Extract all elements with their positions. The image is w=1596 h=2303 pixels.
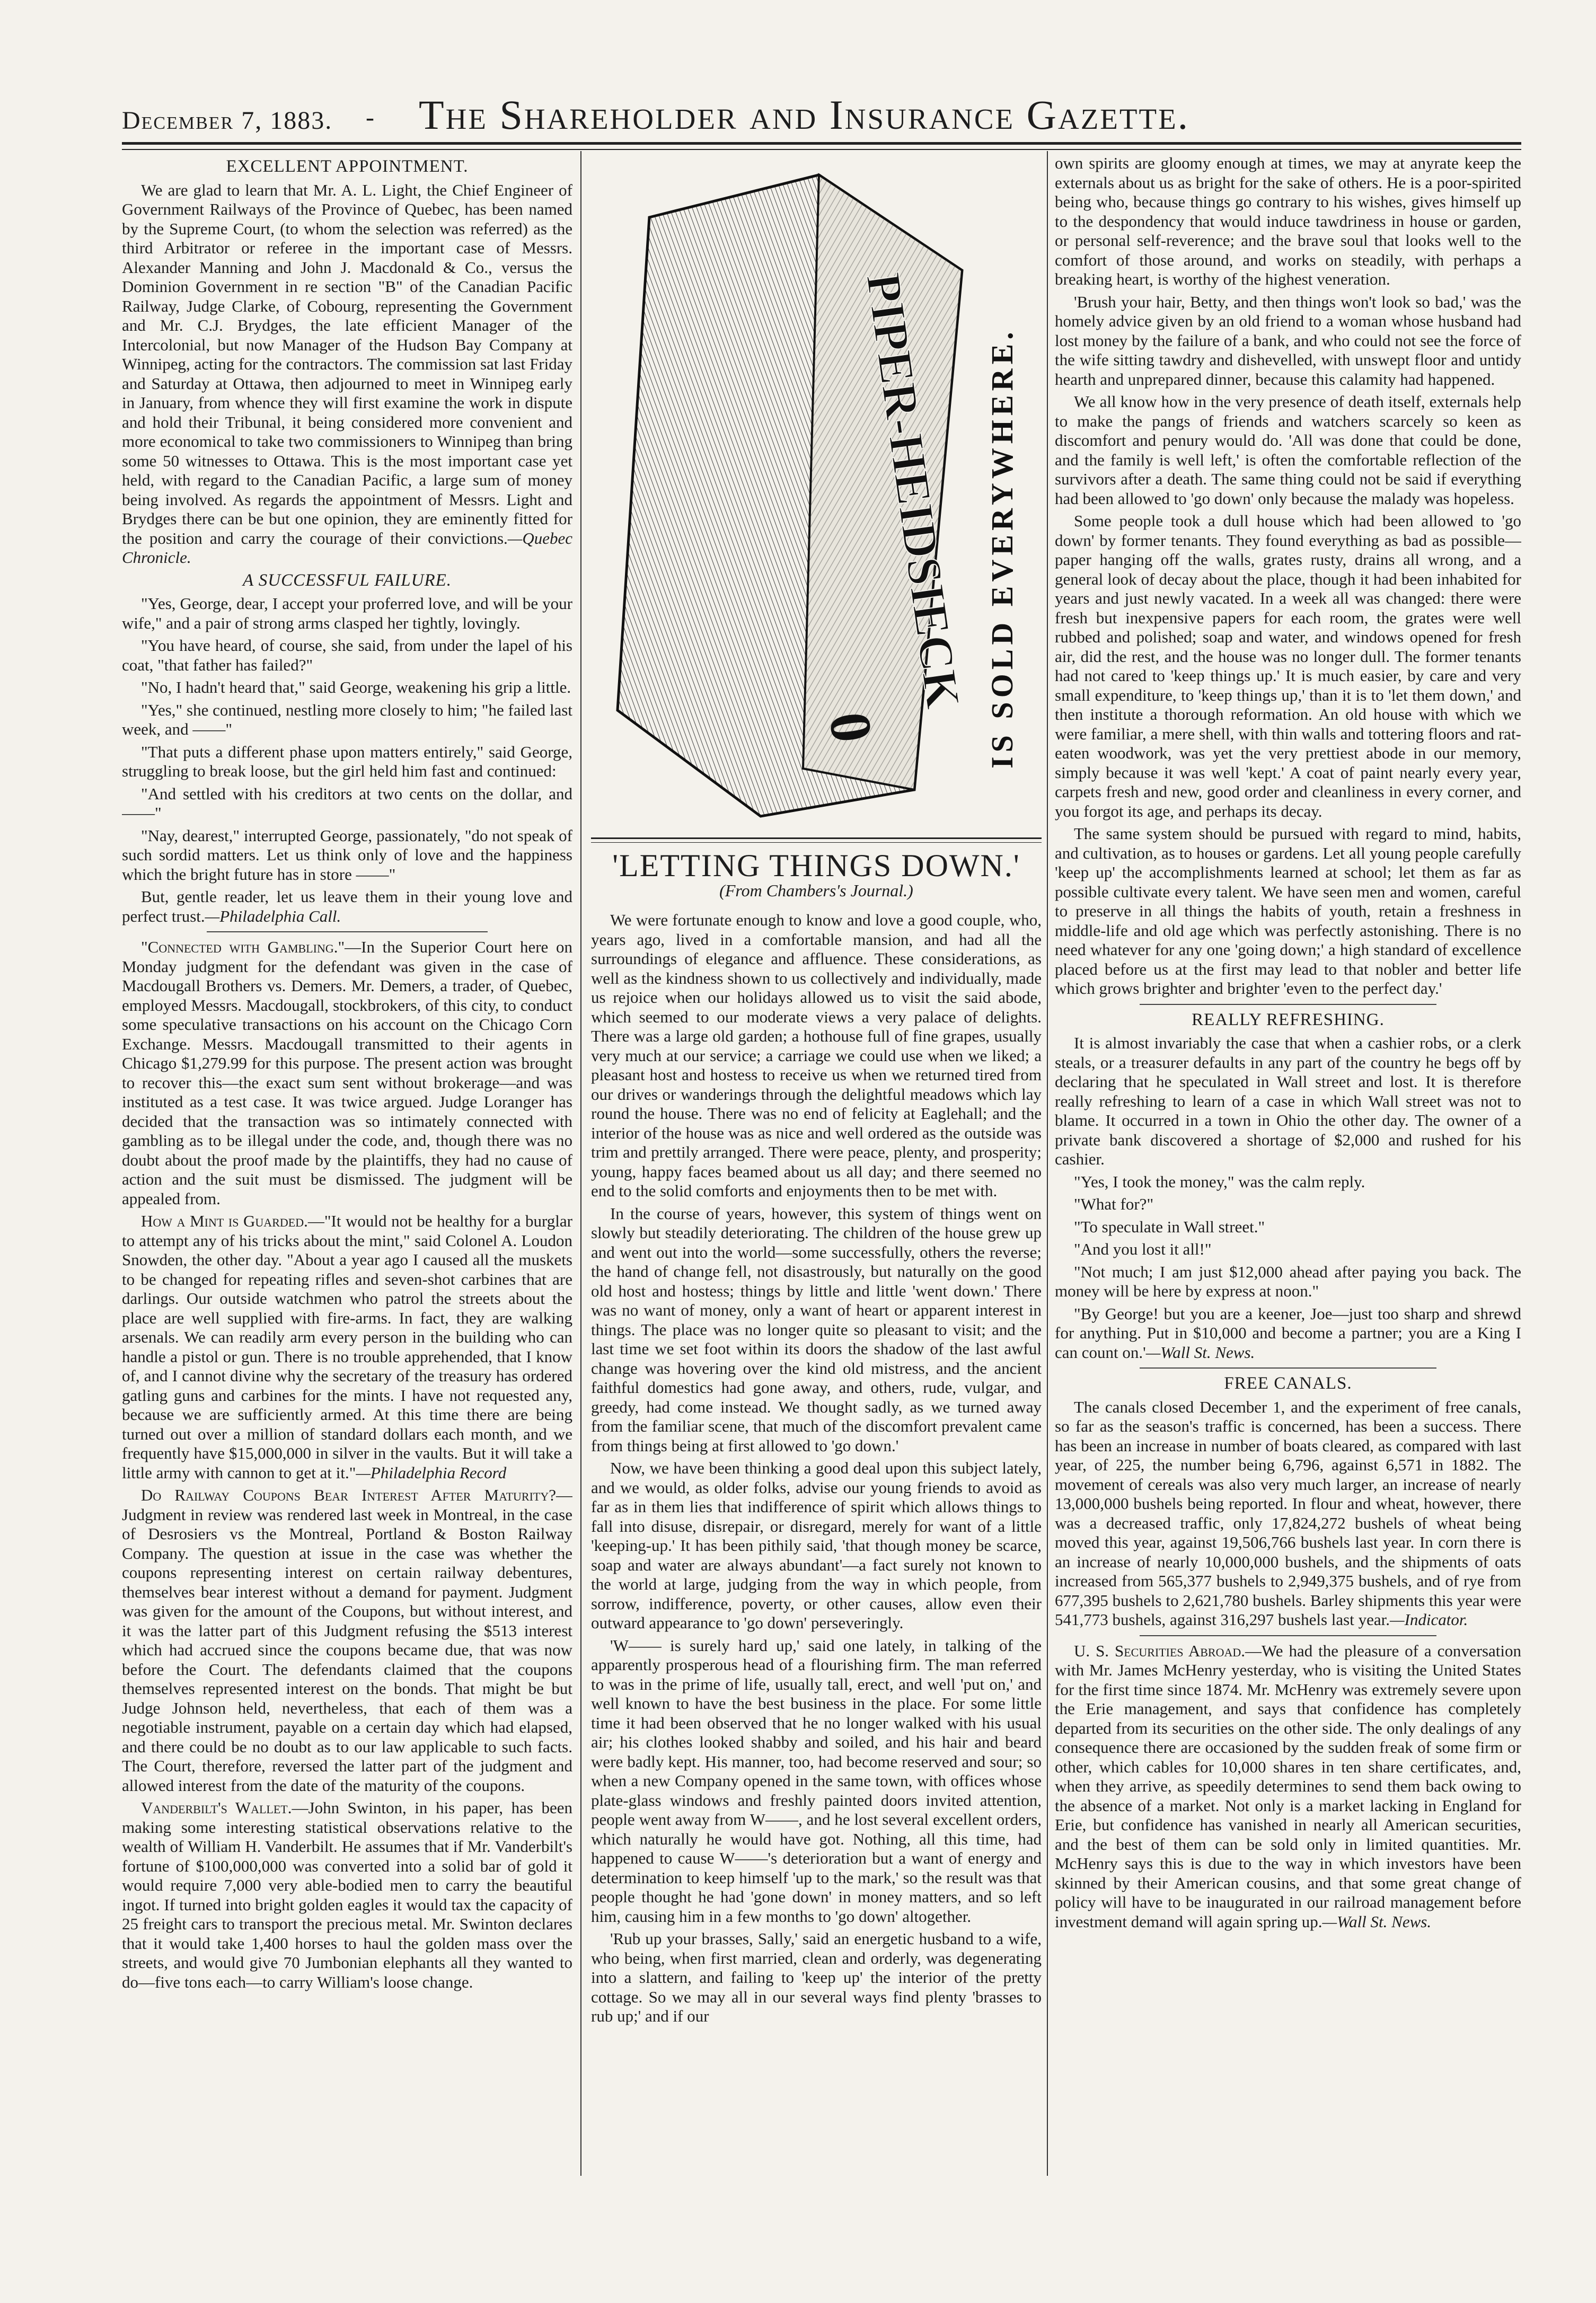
article-heading: A SUCCESSFUL FAILURE. bbox=[242, 570, 452, 590]
paragraph-text: —"It would not be healthy for a burglar to attempt any of his tricks about the mint," said Colonel A. Loudon Snowden, the other day. "About a year ago I caused all the muskets to be changed for repeating rifles and seven-shot carbines that are darlings. Our outside watchmen who patrol the streets about the place are well supplied with fire-arms. In fact, they are walking arsenals. We can readily arm every person in the building who can handle a pistol or gun. There is no trouble apprehended, that I know of, and I cannot divine why the secretary of the treasury has ordered gatling guns and carbines for the mints. I have not requested any, because we are sufficiently armed. At this time there are being turned out over a million of standard dollars each month, and we frequently have $15,000,000 in silver in the vaults. But it will take a little army with cannon to get at it." bbox=[122, 1212, 572, 1482]
article-paragraph: "Yes, George, dear, I accept your proferred love, and will be your wife," and a pair of strong arms clasped her tightly, lovingly. bbox=[122, 594, 572, 632]
article-paragraph bbox=[1055, 1642, 1521, 1932]
article-paragraph: "Nay, dearest," interrupted George, passionately, "do not speak of such sordid matters. Let us think only of love and the happiness which the bright future has in store ——" bbox=[122, 826, 572, 884]
paragraph-text: We are glad to learn that Mr. A. L. Light, the Chief Engineer of Government Railways of the Province of Quebec, has been named by the Supreme Court, (to whom the selection was referred) as the third Arbitrator or referee in the important case of Messrs. Alexander Manning and John J. Macdonald & Co., versus the Dominion Government in re section "B" of the Canadian Pacific Railway, Judge Clarke, of Cobourg, representing the Government and Mr. C.J. Brydges, the late efficient Manager of the Intercolonial, but now Manager of the Hudson Bay Company at Winnipeg, acting for the contractors. The commission sat last Friday and Saturday at Ottawa, then adjourned to meet in Winnipeg early in January, from whence they will first examine the work in dispute and hold their Tribunal, it being considered more convenient and more economical to take two commissioners to Winnipeg than bring some 50 witnesses to Ottawa. This is the most important case yet held, with regard to the Canadian Pacific, a large sum of money being involved. As regards the appointment of Messrs. Light and Brydges there can be but one opinion, they are eminently fitted for the position and carry the courage of their convictions. bbox=[122, 180, 572, 548]
column-left bbox=[122, 154, 572, 2173]
article-paragraph bbox=[122, 938, 572, 1208]
column-divider bbox=[1047, 151, 1048, 2176]
issue-date: December 7, 1883. bbox=[122, 107, 333, 135]
column-right bbox=[1055, 154, 1521, 2173]
advert-rule bbox=[591, 837, 1042, 843]
article-paragraph: The same system should be pursued with regard to mind, habits, and cultivation, as to houses or gardens. Let all young people carefully 'keep up' the accomplishments learned at school; let them as far as possible cultivate every talent. We have seen men and women, careful to preserve in all things the habits of youth, retain a freshness in middle-life and old age which was perfectly astonishing. There is no need whatever for any one 'going down;' a high standard of excellence placed before us at the first may lead to that nobler and better life which grows brighter and brighter 'even to the perfect day.' bbox=[1055, 824, 1521, 998]
paragraph-text: —We had the pleasure of a conversation with Mr. James McHenry yesterday, who is visiting the United States for the first time since 1874. Mr. McHenry was extremely severe upon the Erie management, and says that confidence has completely departed from its securities on the other side. The only dealings of any consequence there are occasioned by the sudden freak of some firm or other, which cables for 10,000 shares in ten share certificates, and, when they arrive, as speedily determines to send them back owing to the absence of a market. Not only is a market lacking in England for Erie, but confidence has vanished in nearly all American securities, and the best of them can be sold only in limited quantities. Mr. McHenry says this is due to the way in which investors have been skinned by their American cousins, and that some great change of policy will have to be inaugurated in our railroad management before investment demand will again spring up. bbox=[1055, 1641, 1521, 1931]
source-credit: —Quebec Chronicle. bbox=[122, 528, 572, 567]
article-paragraph bbox=[122, 887, 572, 926]
paragraph-text: But, gentle reader, let us leave them in their young love and perfect trust. bbox=[122, 887, 572, 925]
paragraph-text: The canals closed December 1, and the experiment of free canals, so far as the season's traffic is concerned, has been a success. There has been an increase in number of boats cleared, as compared with last year, of 225, the number being 6,796, against 6,571 in 1882. The movement of cereals was also very much larger, an increase of nearly 13,000,000 bushels being reported. In flour and wheat, however, there was a decreased traffic, only 17,824,272 bushels of wheat being moved this year, against 19,506,766 bushels last year. In corn there is an increase of nearly 10,000,000 bushels, and the shipments of oats increased from 565,377 bushels to 2,949,375 bushels, and of rye from 677,395 bushels to 2,621,780 bushels. Barley shipments this year were 541,773 bushels, against 316,297 bushels last year. bbox=[1055, 1397, 1521, 1629]
article-paragraph: In the course of years, however, this system of things went on slowly but steadily deteriorating. The children of the house grew up and went out into the world—some successfully, others the reverse; the hand of change fell, not disastrously, but naturally on the good old host and hostess; things by little and little 'went down.' There was no want of money, only a want of heart or apparent interest in things. The place was no longer quite so pleasant to visit; and the last time we set foot within its doors the shadow of the last awful change was hovering over the kind old mistress, and the ancient faithful domestics had gone away, and others, rude, vulgar, and greedy, had come instead. We thought sadly, as we turned away from the familiar scene, that much of the discomfort prevalent came from things being at first allowed to 'go down.' bbox=[591, 1204, 1042, 1455]
article-paragraph bbox=[122, 1212, 572, 1483]
source-credit: —Philadelphia Record bbox=[356, 1463, 507, 1482]
article-paragraph: own spirits are gloomy enough at times, we may at anyrate keep the externals about us as bright for the sake of others. He is a poor-spirited being who, because things go contrary to his wishes, gives himself up to the despondency that would induce tawdriness in house or garden, or personal self-reverence; and the brave soul that looks well to the comfort of those around, and works on steadily, with perhaps a breaking heart, is worthy of the highest veneration. bbox=[1055, 154, 1521, 288]
source-credit: —Philadelphia Call. bbox=[205, 906, 341, 925]
section-separator bbox=[1140, 1367, 1436, 1369]
masthead-dash: - bbox=[366, 103, 374, 131]
bottle-label: PIPER-HEIDSIECK bbox=[856, 269, 971, 712]
section-separator bbox=[207, 931, 488, 932]
article-paragraph: It is almost invariably the case that when a cashier robs, or a clerk steals, or a treasurer defaults in any part of the country he begs off by declaring that he speculated in Wall street and lost. It is therefore really refreshing to learn of a case in which Wall street was not to blame. It occurred in a town in Ohio the other day. The owner of a private bank discovered a shortage of $2,000 and rushed for his cashier. bbox=[1055, 1034, 1521, 1168]
article-paragraph: "No, I hadn't heard that," said George, weakening his grip a little. bbox=[141, 678, 571, 696]
paragraph-lead: U. S. Securities Abroad. bbox=[1074, 1641, 1246, 1660]
article-heading: EXCELLENT APPOINTMENT. bbox=[226, 157, 469, 176]
column-middle bbox=[591, 845, 1042, 2176]
article-paragraph: "That puts a different phase upon matters entirely," said George, struggling to break loose, but the girl held him fast and continued: bbox=[122, 742, 572, 780]
article-paragraph: We all know how in the very presence of death itself, externals help to make the pangs of friends and watchers scarcely so keen as discomfort and penury would do. 'All was done that could be done, and the family is well left,' is often the comfortable reflection of the survivors after a death. The same thing could not be said if everything had been allowed to 'go down' only because the malady was hopeless. bbox=[1055, 392, 1521, 508]
section-separator bbox=[1140, 1635, 1436, 1636]
paragraph-lead: How a Mint is Guarded. bbox=[141, 1212, 308, 1230]
source-credit: —Wall St. News. bbox=[1322, 1912, 1432, 1931]
article-paragraph: "And settled with his creditors at two cents on the dollar, and ——" bbox=[122, 784, 572, 822]
paragraph-text: "By George! but you are a keener, Joe—just too sharp and shrewd for anything. Put in $10,000 and become a partner; you are a King I can count on.' bbox=[1055, 1304, 1521, 1362]
paragraph-text: —John Swinton, in his paper, has been making some interesting statistical observations relative to the wealth of William H. Vanderbilt. He assumes that if Mr. Vanderbilt's fortune of $100,000,000 was converted into a solid bar of gold it would require 7,000 very able-bodied men to carry the beautiful ingot. If turned into bright golden eagles it would tax the capacity of 25 freight cars to transport the precious metal. Mr. Swinton declares that it would take 1,400 horses to haul the golden mass over the streets, and would give 70 Jumbonian elephants all they wanted to do—five tons each—to carry William's loose change. bbox=[122, 1798, 572, 1991]
section-separator bbox=[1140, 1004, 1436, 1005]
article-paragraph: "You have heard, of course, she said, from under the lapel of his coat, "that father has failed?" bbox=[122, 636, 572, 674]
article-paragraph bbox=[1055, 1304, 1521, 1363]
article-paragraph bbox=[122, 1798, 572, 1992]
masthead-rule bbox=[122, 142, 1521, 150]
article-paragraph: 'Rub up your brasses, Sally,' said an energetic husband to a wife, who being, when first married, clean and orderly, was degenerating into a slattern, and failing to 'keep up' the interior of the pretty cottage. So we may all in our several ways find plenty 'brasses to rub up;' and if our bbox=[591, 1929, 1042, 2025]
article-heading: FREE CANALS. bbox=[1224, 1374, 1352, 1393]
article-paragraph: Some people took a dull house which had been allowed to 'go down' by former tenants. They found everything as bad as possible—paper hanging off the walls, grates rusty, drains all wrong, and a general look of decay about the place, though it had been inhabited for years and just newly vacated. In a week all was changed: there were fresh but inexpensive papers for each room, the grates were well rubbed and polished; soap and water, and windows opened for fresh air, did the rest, and the house was no longer dull. The former tenants had not cared to 'keep things up.' It is much easier, by care and very small expenditure, to 'keep things up,' than it is to 'let them down,' and then institute a thorough reformation. An old house with which we were familiar, a mere shell, with thin walls and tottering floors and rat-eaten woodwork, was yet the very prettiest abode in our memory, simply because it was well 'kept.' A coat of paint nearly every year, carpets fresh and new, good order and cleanliness in every corner, and you forgot its age, and perhaps its decay. bbox=[1055, 511, 1521, 820]
article-paragraph: "What for?" bbox=[1074, 1195, 1154, 1213]
article-source: (From Chambers's Journal.) bbox=[719, 880, 913, 900]
champagne-case-illustration bbox=[591, 154, 1042, 832]
source-credit: —Indicator. bbox=[1390, 1610, 1468, 1629]
advert-tagline: IS SOLD EVERYWHERE. bbox=[985, 328, 1019, 769]
article-title: 'LETTING THINGS DOWN.' bbox=[612, 848, 1020, 883]
bottle-number: 0 bbox=[817, 708, 885, 746]
paragraph-text: —In the Superior Court here on Monday judgment for the defendant was given in the case of Macdougall Brothers vs. Demers. Mr. Demers, a trader, of Quebec, employed Messrs. Macdougall, stockbrokers, of this city, to conduct some speculative transactions on his account on the Chicago Corn Exchange. Messrs. Macdougall transmitted to their agents in Chicago $1,279.99 for this purpose. The present action was brought to recover this—the exact sum sent without brokerage—and was instituted as a test case. It was twice argued. Judge Loranger has decided that the transaction was so intimately connected with gambling as to be illegal under the code, and, though there was no doubt about the proof made by the plaintiffs, they had no cause of action and the suit must be dismissed. The judgment will be appealed from. bbox=[122, 938, 572, 1208]
paragraph-text: —Judgment in review was rendered last week in Montreal, in the case of Desrosiers vs the Montreal, Portland & Boston Railway Company. The question at issue in the case was whether the coupons representing interest on certain railway debentures, themselves bear interest without a demand for payment. Judgment was given for the amount of the Coupons, but without interest, and it was the latter part of this Judgment refusing the $513 interest which had accrued since the coupons became due, that was now before the Court. The defendants claimed that the coupons themselves represented interest on the bonds. That might be but Judge Johnson held, nevertheless, that each of them was a negotiable instrument, payable on a certain day which had elapsed, and there could be no doubt as to our law applicable to such facts. The Court, therefore, reversed the latter part of the judgment and allowed interest from the date of the maturity of the coupons. bbox=[122, 1486, 572, 1795]
masthead bbox=[122, 85, 1521, 143]
article-paragraph: 'W—— is surely hard up,' said one lately, in talking of the apparently prosperous head of a flourishing firm. The man referred to was in the prime of life, usually tall, erect, and well 'put on,' and well known to have the best business in the place. For some little time it had been observed that he no longer walked with his usual air; his clothes looked shabby and soiled, and his hair and beard were badly kept. His manner, too, had become reserved and sour; so when a new Company opened in the same town, with offices whose plate-glass windows and freshly painted doors invited attention, people went away from W——, and he lost several excellent orders, which naturally he would have got. Nothing, all this time, had happened to cause W——'s deterioration but a want of energy and determination to keep himself 'up to the mark,' so the result was that people thought he had 'gone down' in money matters, and so left him, causing him in a few months to 'go down' altogether. bbox=[591, 1636, 1042, 1926]
article-paragraph: "To speculate in Wall street." bbox=[1074, 1217, 1265, 1236]
article-paragraph: "And you lost it all!" bbox=[1074, 1240, 1212, 1258]
source-credit: —Wall St. News. bbox=[1145, 1343, 1255, 1362]
article-paragraph: "Yes," she continued, nestling more closely to him; "he failed last week, and ——" bbox=[122, 700, 572, 738]
column-divider bbox=[580, 151, 581, 2176]
article-paragraph: 'Brush your hair, Betty, and then things won't look so bad,' was the homely advice given by an old friend to a woman whose husband had lost money by the failure of a bank, and who could not see the force of the wife sitting tawdry and dishevelled, with unswept floor and untidy hearth and unprepared dinner, because this calamity had happened. bbox=[1055, 292, 1521, 389]
newspaper-title: The Shareholder and Insurance Gazette. bbox=[419, 92, 1190, 138]
paragraph-lead: Do Railway Coupons Bear Interest After Maturity? bbox=[141, 1486, 556, 1504]
article-heading: REALLY REFRESHING. bbox=[1192, 1010, 1385, 1029]
article-paragraph bbox=[122, 1486, 572, 1795]
article-paragraph: "Not much; I am just $12,000 ahead after paying you back. The money will be here by express at noon." bbox=[1055, 1262, 1521, 1300]
article-paragraph bbox=[122, 181, 572, 568]
paragraph-lead: "Connected with Gambling." bbox=[141, 938, 345, 956]
article-paragraph bbox=[1055, 1398, 1521, 1630]
advertisement bbox=[591, 154, 1042, 832]
article-paragraph: Now, we have been thinking a good deal upon this subject lately, and we would, as older folks, advise our young friends to avoid as far as in them lies that indifference of spirit which allows things to fall into disuse, disrepair, or disregard, merely for want of a little 'keeping-up.' It has been pithily said, 'that though money be scarce, soap and water are always abundant'—a fact surely not known to the world at large, judging from the way in which people, from sorrow, indifference, poverty, or other causes, allow even their outward appearance to 'go down' perseveringly. bbox=[591, 1459, 1042, 1632]
article-paragraph: We were fortunate enough to know and love a good couple, who, years ago, lived in a comfortable mansion, and had all the surroundings of elegance and affluence. These considerations, as well as the kindness shown to us collectively and individually, made us rejoice when our holidays allowed us to visit the said abode, which seemed to our moderate views a very palace of delights. There was a large old garden; a hothouse full of fine grapes, usually very much at our service; a carriage we could use when we liked; a pleasant host and hostess to receive us when we returned tired from our drives or wanderings through the delightful meadows which lay round the house. There was no end of felicity at Eaglehall; and the interior of the house was as nice and well ordered as the outside was trim and prettily arranged. There were peace, plenty, and prosperity; young, happy faces beamed about us all day; and there seemed no end to the solid comforts and enjoyments then to be met with. bbox=[591, 911, 1042, 1200]
paragraph-lead: Vanderbilt's Wallet. bbox=[141, 1798, 292, 1817]
article-paragraph: "Yes, I took the money," was the calm reply. bbox=[1074, 1172, 1365, 1191]
